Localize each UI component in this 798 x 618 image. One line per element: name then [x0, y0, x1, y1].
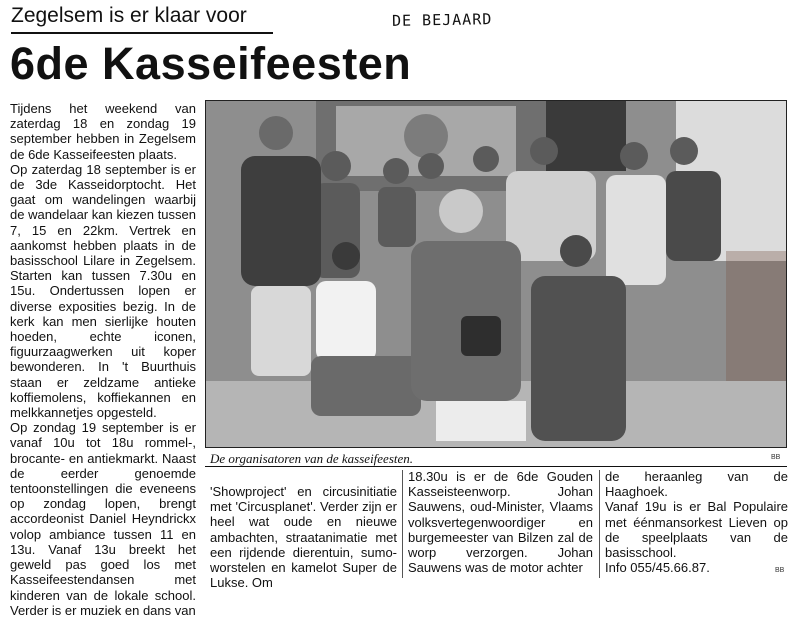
article-column-3: [408, 469, 593, 575]
paragraph-col3: 18.30u is er de 6de Gouden Kasseisteenworp. Johan Sauwens, oud-Minister, Vlaams volksvertegenwoordiger en burgemeester van Bilzen zal de worp verzorgen. Johan Sauwens was de motor achter: [408, 469, 593, 576]
photo-credit: BB: [771, 454, 781, 461]
paragraph-sunday: Op zondag 19 september is er vanaf 10u tot 18u rommel-, brocante- en antiekmarkt. Naast de eerder genoemde tentoonstellingen die eveneens op zondag lopen, brengt accordeonist Daniel Heyndrickx volop ambiance tussen 11 en 13u. Vanaf 13u breekt het geweld pas goed los met Kasseifeestendansen met kinderen van de lokale school. Verder is er muziek en dans van: [10, 420, 196, 618]
end-credit: BB: [775, 567, 785, 574]
kicker-rule: [11, 32, 273, 34]
group-photo: [205, 100, 787, 448]
paragraph-col4a: de heraanleg van de Haaghoek.: [605, 469, 788, 500]
article-column-2: [210, 484, 397, 590]
paragraph-saturday: Op zaterdag 18 september is er de 3de Kasseidorptocht. Het gaat om wandelingen waarbij de wandelaar kan kiezen tussen 7, 15 en 22km. Vertrek en aankomst hebben plaats in de basisschool Lilare in Zegelsem. Starten kan tussen 7.30u en 15u. Ondertussen lopen er diverse exposities bezig. In de kerk kan men sierlijke houten hoeden, echte iconen, figuurzaagwerken uit koper bewonderen. In 't Buurthuis staan er zeldzame antieke koffiemolens, koffiekannen en melkkannetjes opgesteld.: [10, 161, 196, 421]
paragraph-col2: 'Showproject' en circusinitiatie met 'Circusplanet'. Verder zijn er heel wat oude en nieuwe ambachten, straatanimatie met een rijdende dierentuin, sumo-worstelen en kamelot Super de Lukse. Om: [210, 484, 397, 591]
column-divider: [402, 470, 403, 578]
headline: 6de Kasseifeesten: [10, 38, 412, 89]
caption-rule: [205, 466, 787, 467]
handwritten-note: DE BEJAARD: [391, 10, 493, 30]
paragraph-col4b: Vanaf 19u is er Bal Populaire met éénmansorkest Lieven op de speelplaats van de basisschool.: [605, 499, 788, 561]
column-divider: [599, 470, 600, 578]
paragraph-intro: Tijdens het weekend van zaterdag 18 en zondag 19 september hebben in Zegelsem de 6de Kasseifeesten plaats.: [10, 101, 196, 162]
photo-illustration: [206, 101, 786, 447]
photo-caption: De organisatoren van de kasseifeesten.: [210, 451, 414, 466]
paragraph-info: Info 055/45.66.87.: [605, 560, 710, 576]
article-column-4: [605, 469, 788, 575]
article-column-1: [10, 101, 196, 618]
kicker: Zegelsem is er klaar voor: [11, 4, 247, 27]
